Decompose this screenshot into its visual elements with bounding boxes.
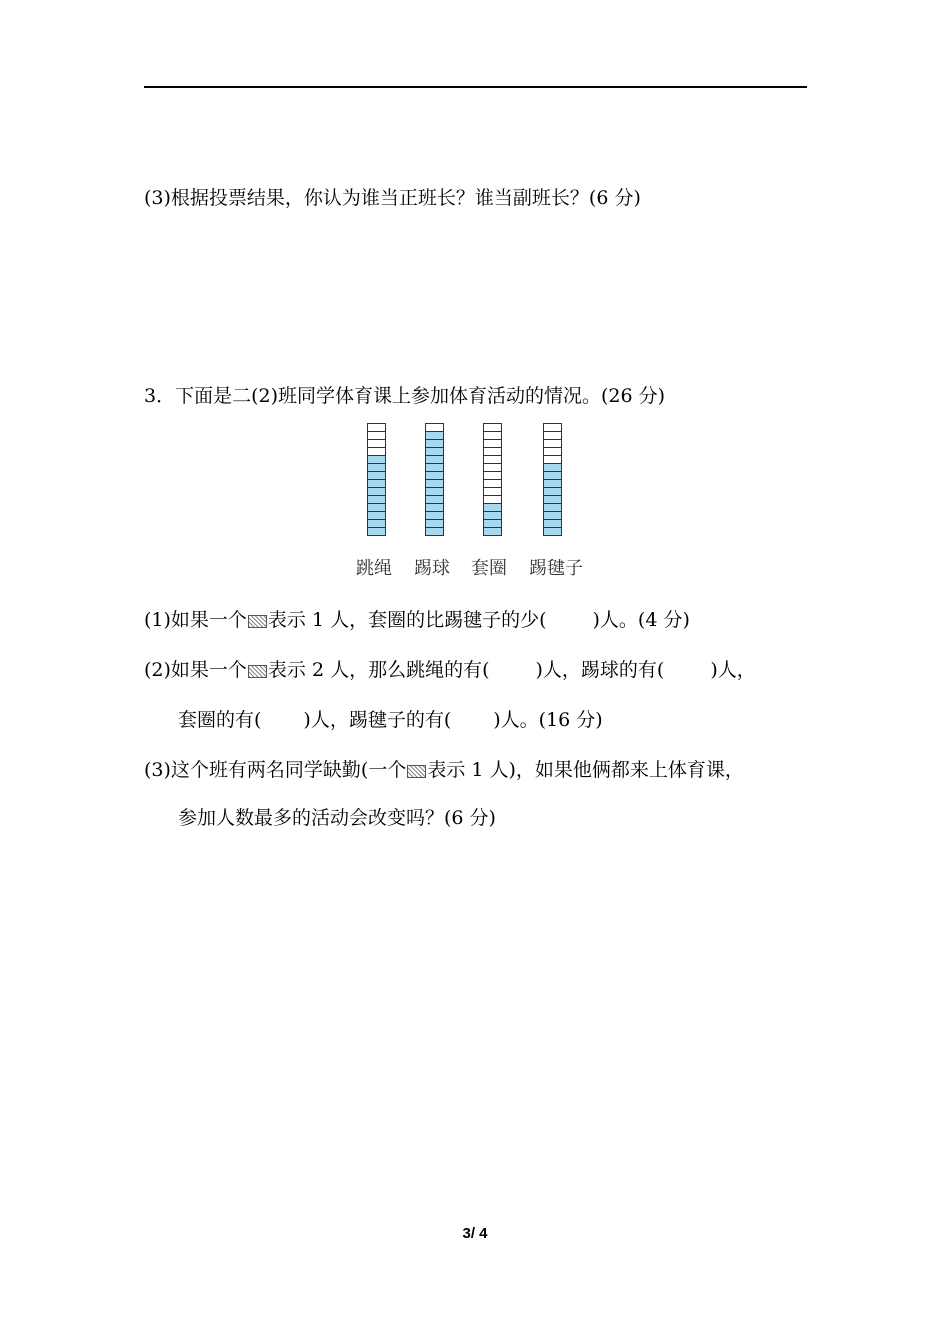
activity-bar-chart [350, 420, 610, 580]
question-2-part-3: (3)根据投票结果，你认为谁当正班长？谁当副班长？(6 分) [144, 187, 641, 209]
part-2-text-e: )人，踢毽子的有( [303, 709, 452, 731]
part-1-suffix: )人。(4 分) [592, 609, 690, 631]
part-2-prefix: (2)如果一个 [144, 659, 247, 681]
question-3-part-3-line-1 [144, 758, 744, 782]
question-3-part-1 [144, 608, 690, 632]
part-2-text-a: 表示 2 人，那么跳绳的有( [267, 659, 490, 681]
bar-column [543, 424, 562, 550]
category-label: 跳绳 [356, 558, 392, 579]
bar-cell-filled [543, 527, 562, 536]
part-2-text-c: )人， [710, 659, 756, 681]
part-2-text-b: )人，踢球的有( [535, 659, 665, 681]
question-3-part-2-line-2 [178, 708, 603, 732]
part-1-text: 表示 1 人，套圈的比踢毽子的少( [267, 609, 547, 631]
category-label: 踢毽子 [529, 558, 583, 579]
bar-column [367, 424, 386, 550]
question-3-part-3-line-2: 参加人数最多的活动会改变吗？(6 分) [178, 807, 496, 829]
question-3-part-2-line-1 [144, 658, 756, 682]
bar-cell-filled [483, 527, 502, 536]
bar-cell-filled [367, 527, 386, 536]
page-number: 3/ 4 [462, 1225, 488, 1242]
category-label: 套圈 [471, 558, 507, 579]
part-3-prefix: (3)这个班有两名同学缺勤(一个 [144, 759, 407, 781]
bar-column [425, 424, 444, 550]
bar-column [483, 424, 502, 550]
unit-cell-icon [248, 615, 267, 628]
part-3-text: 表示 1 人)，如果他俩都来上体育课， [427, 759, 744, 781]
category-label: 踢球 [414, 558, 450, 579]
unit-cell-icon [248, 665, 267, 678]
header-rule [144, 86, 807, 88]
part-2-text-f: )人。(16 分) [493, 709, 603, 731]
question-3-title: 3．下面是二(2)班同学体育课上参加体育活动的情况。(26 分) [144, 385, 666, 407]
bar-cell-filled [425, 527, 444, 536]
unit-cell-icon [407, 765, 426, 778]
part-2-text-d: 套圈的有( [178, 709, 262, 731]
part-1-prefix: (1)如果一个 [144, 609, 247, 631]
